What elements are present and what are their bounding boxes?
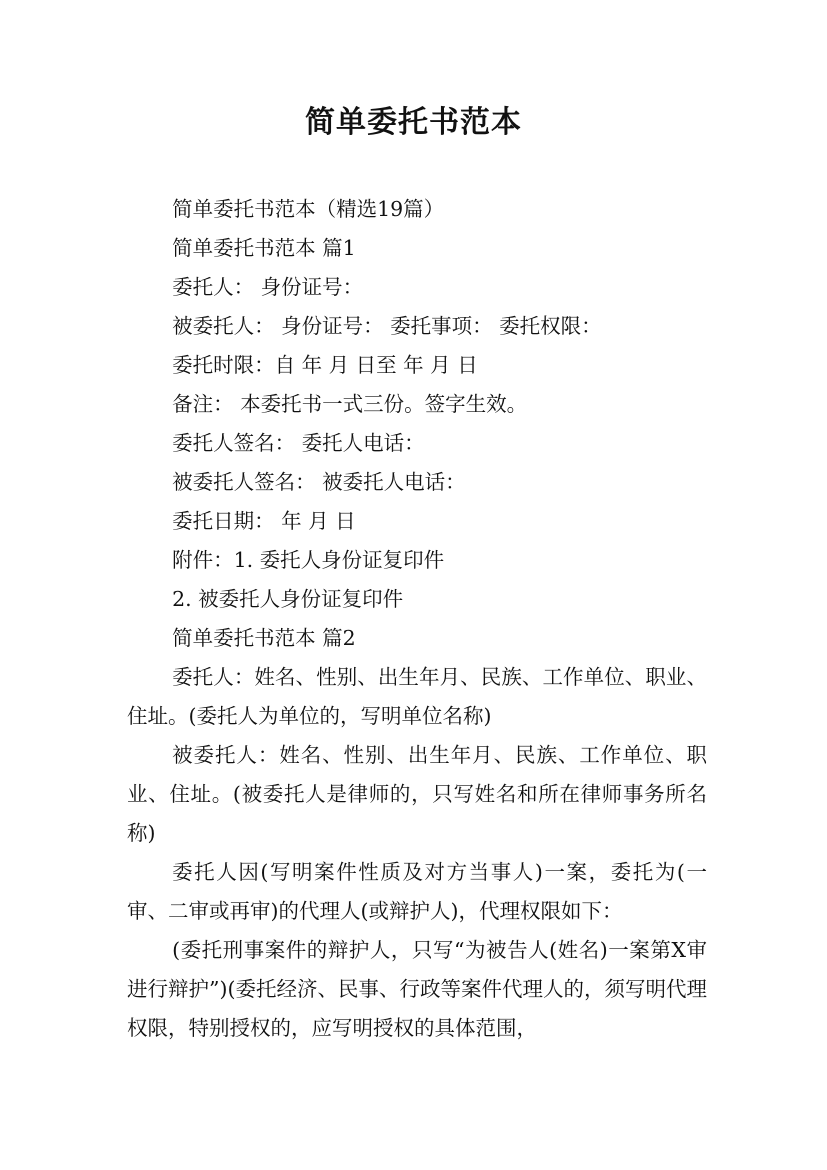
paragraph: 委托人： 身份证号：: [172, 275, 364, 299]
document-body: [127, 190, 707, 1048]
paragraph: 简单委托书范本 篇2: [172, 626, 356, 650]
paragraph: 被委托人签名： 被委托人电话：: [172, 470, 466, 494]
paragraph: 备注： 本委托书一式三份。签字生效。: [172, 392, 528, 416]
paragraph: (委托刑事案件的辩护人，只写“为被告人(姓名)一案第X审进行辩护”)(委托经济、民事、行政等案件代理人的，须写明代理权限，特别授权的，应写明授权的具体范围，: [127, 938, 707, 1040]
document-title: 简单委托书范本: [305, 105, 522, 140]
paragraph: 附件：1. 委托人身份证复印件: [172, 548, 445, 572]
paragraph: 委托人签名： 委托人电话：: [172, 431, 425, 455]
paragraph: 简单委托书范本 篇1: [172, 236, 356, 260]
paragraph: 委托人因(写明案件性质及对方当事人)一案，委托为(一审、二审或再审)的代理人(或辩护人)，代理权限如下：: [127, 860, 707, 923]
paragraph: 2. 被委托人身份证复印件: [172, 587, 404, 611]
paragraph: 委托时限：自 年 月 日至 年 月 日: [172, 353, 478, 377]
paragraph: 被委托人： 身份证号： 委托事项： 委托权限：: [172, 314, 602, 338]
paragraph: 委托日期： 年 月 日: [172, 509, 356, 533]
paragraph: 被委托人：姓名、性别、出生年月、民族、工作单位、职业、住址。(被委托人是律师的，只写姓名和所在律师事务所名称): [127, 743, 707, 845]
paragraph: 委托人：姓名、性别、出生年月、民族、工作单位、职业、住址。(委托人为单位的，写明单位名称): [127, 665, 707, 728]
paragraph: 简单委托书范本（精选19篇）: [172, 197, 445, 221]
